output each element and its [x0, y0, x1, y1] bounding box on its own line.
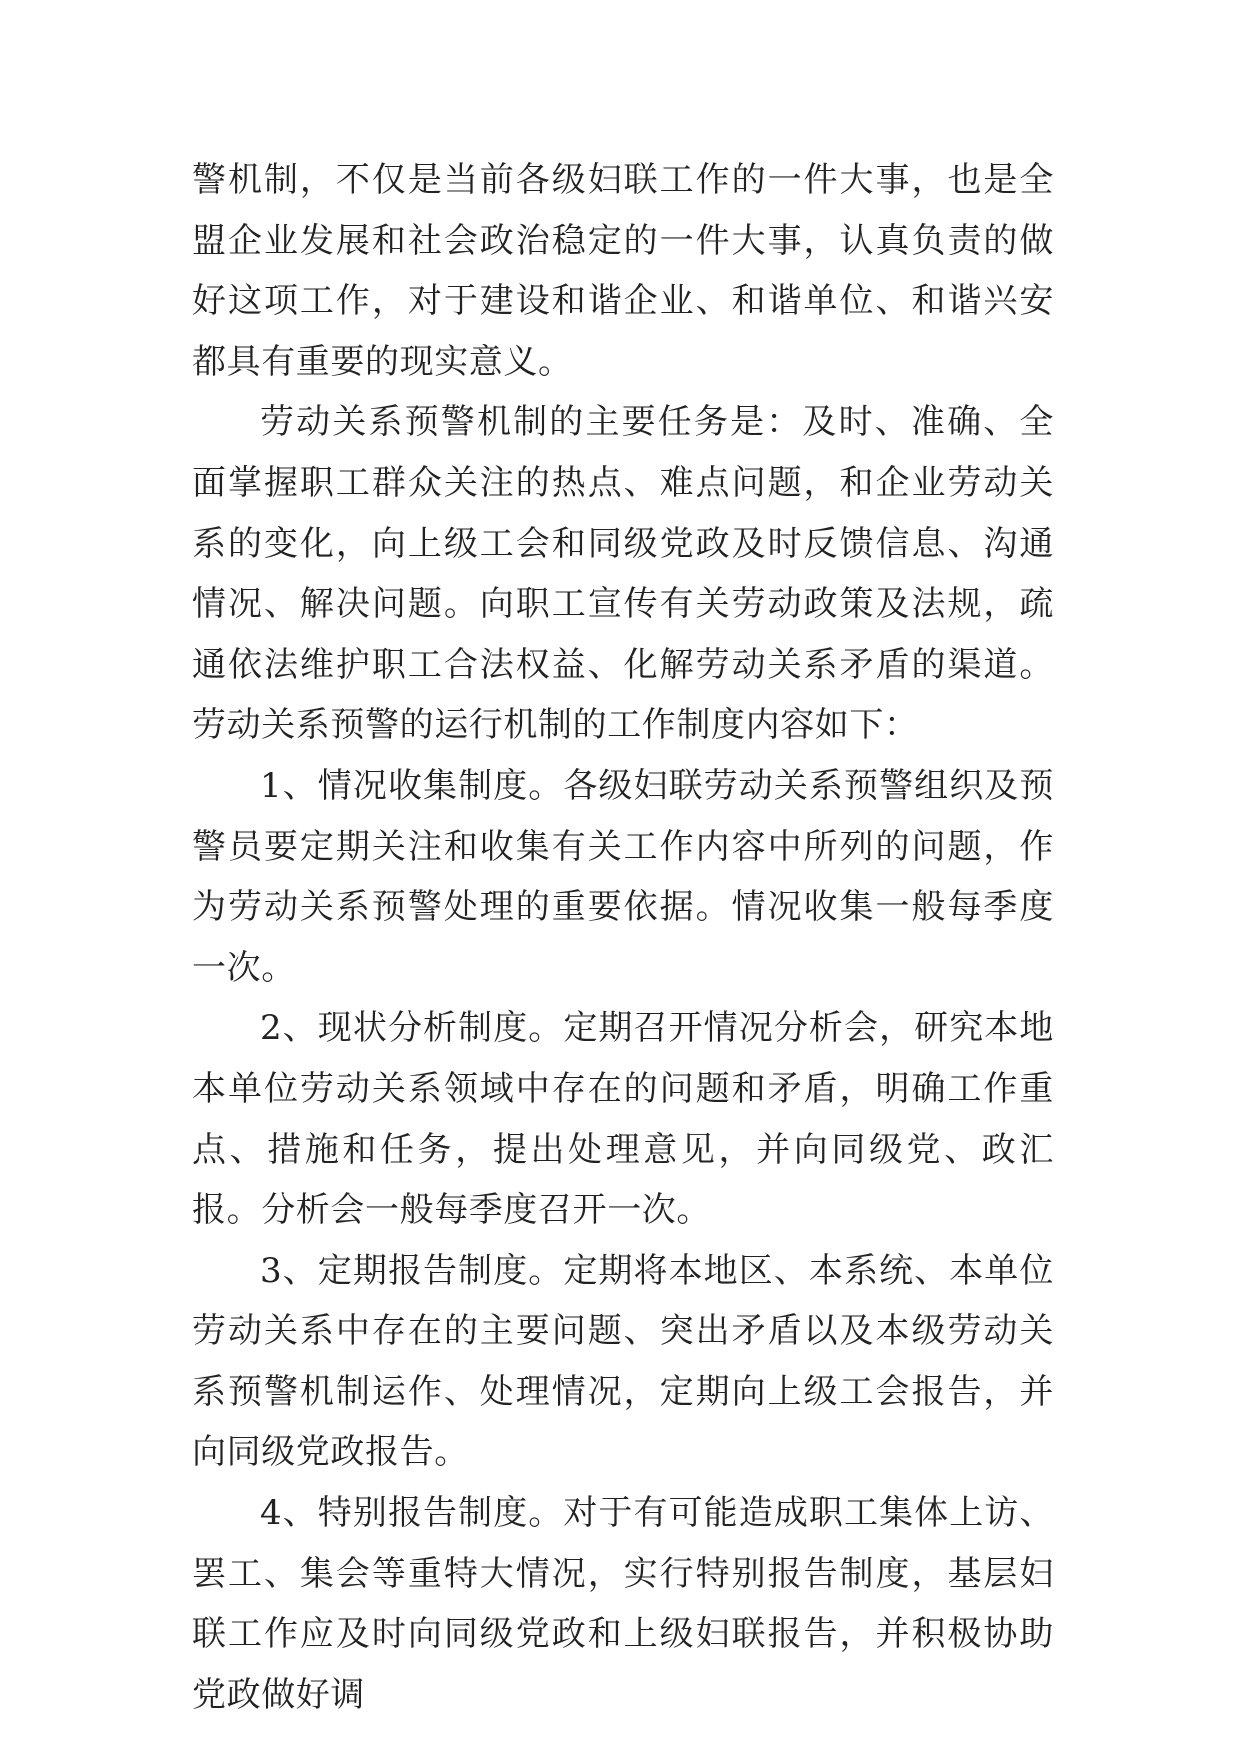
paragraph-item-4: 4、特别报告制度。对于有可能造成职工集体上访、罢工、集会等重特大情况，实行特别报告制度，基层妇联工作应及时向同级党政和上级妇联报告，并积极协助党政做好调 [192, 1493, 1054, 1715]
paragraph-main-tasks: 劳动关系预警机制的主要任务是：及时、准确、全面掌握职工群众关注的热点、难点问题，和企业劳动关系的变化，向上级工会和同级党政及时反馈信息、沟通情况、解决问题。向职工宣传有关劳动政策及法规，疏通依法维护职工合法权益、化解劳动关系矛盾的渠道。劳动关系预警的运行机制的工作制度内容如下： [192, 402, 1054, 746]
document-body [192, 150, 1054, 1725]
paragraph-item-2: 2、现状分析制度。定期召开情况分析会，研究本地本单位劳动关系领域中存在的问题和矛盾，明确工作重点、措施和任务，提出处理意见，并向同级党、政汇报。分析会一般每季度召开一次。 [192, 1008, 1054, 1231]
paragraph-continuation: 警机制，不仅是当前各级妇联工作的一件大事，也是全盟企业发展和社会政治稳定的一件大事，认真负责的做好这项工作，对于建设和谐企业、和谐单位、和谐兴安都具有重要的现实意义。 [192, 160, 1054, 382]
paragraph-item-1: 1、情况收集制度。各级妇联劳动关系预警组织及预警员要定期关注和收集有关工作内容中所列的问题，作为劳动关系预警处理的重要依据。情况收集一般每季度一次。 [192, 765, 1054, 988]
paragraph-item-3: 3、定期报告制度。定期将本地区、本系统、本单位劳动关系中存在的主要问题、突出矛盾以及本级劳动关系预警机制运作、处理情况，定期向上级工会报告，并向同级党政报告。 [192, 1250, 1054, 1473]
